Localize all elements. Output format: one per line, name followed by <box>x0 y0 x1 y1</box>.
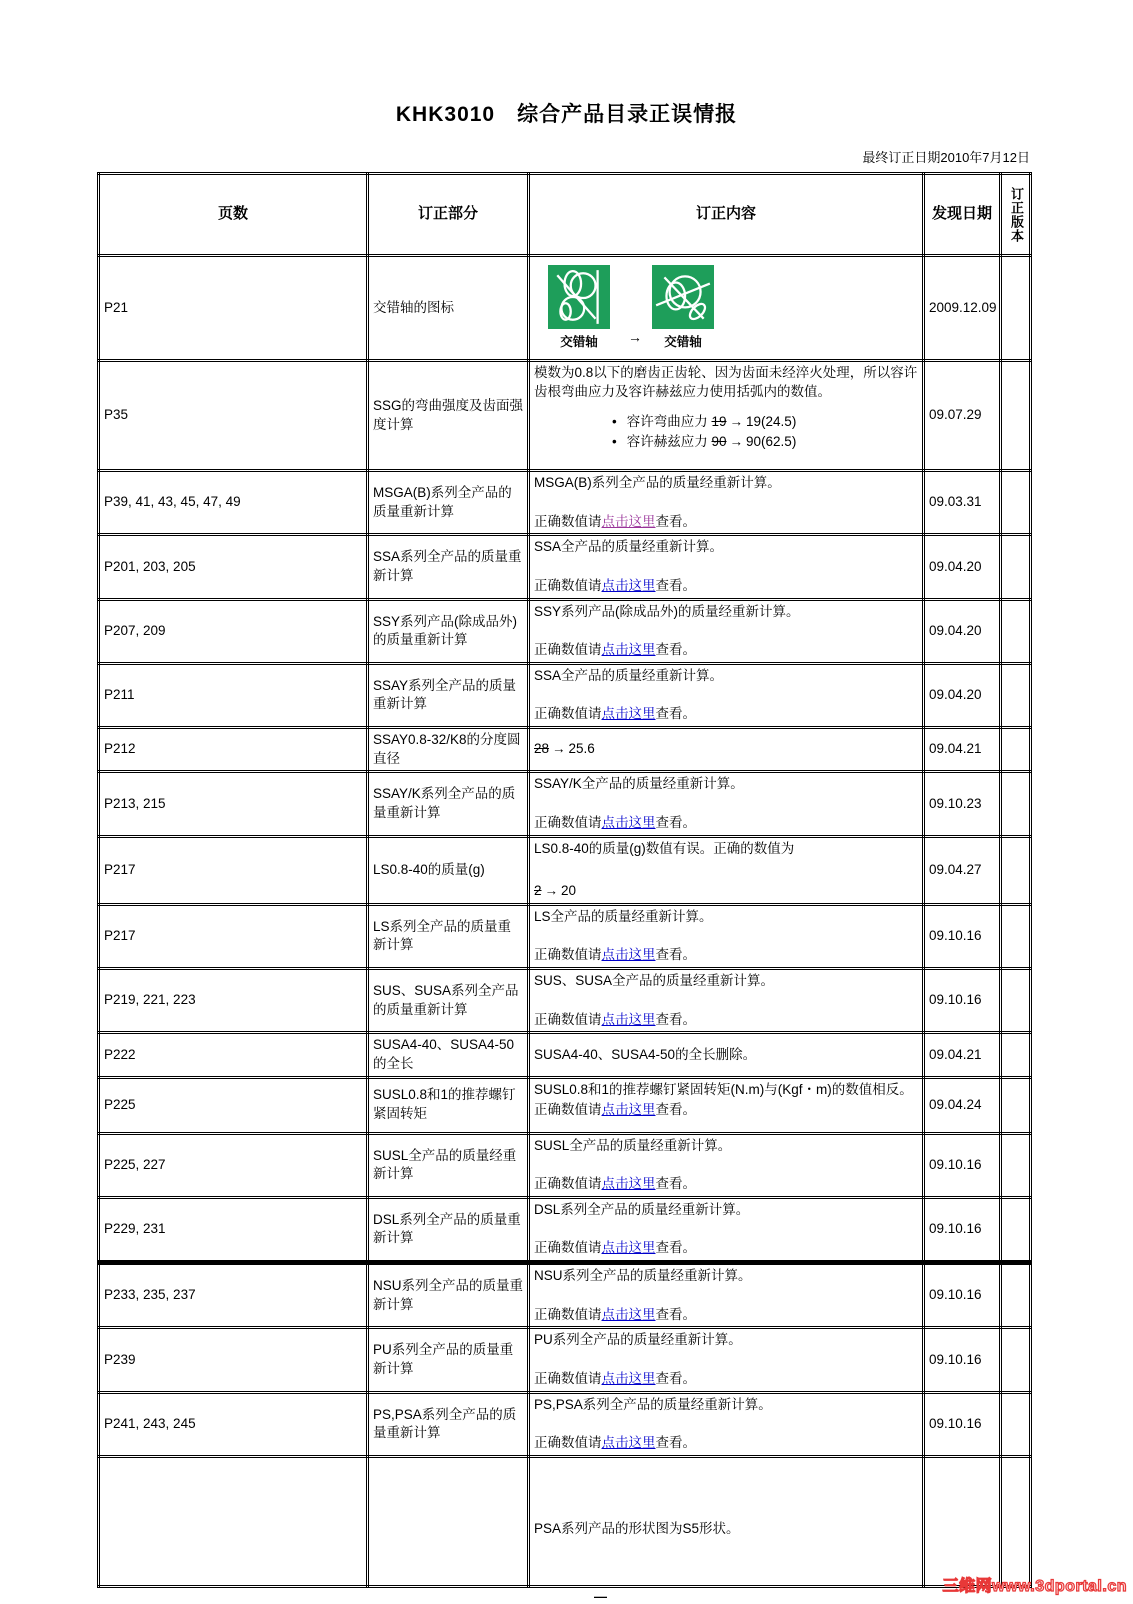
old-value: 2 <box>534 883 542 899</box>
link-prefix: 正确数值请 <box>534 1370 602 1386</box>
table-row <box>99 1133 1031 1197</box>
cell-date: 09.04.20 <box>924 663 1001 727</box>
cell-part: DSL系列全产品的质量重新计算 <box>368 1197 529 1262</box>
link-prefix: 正确数值请 <box>534 706 602 722</box>
cell-content <box>529 1033 924 1077</box>
cell-pages: P39, 41, 43, 45, 47, 49 <box>99 471 368 535</box>
link-prefix: 正确数值请 <box>534 513 602 529</box>
cell-part: LS0.8-40的质量(g) <box>368 836 529 904</box>
cell-pages: P229, 231 <box>99 1197 368 1262</box>
page-title: KHK3010 综合产品目录正误情报 <box>395 103 738 126</box>
cell-pages: P35 <box>99 361 368 471</box>
cell-content <box>529 471 924 535</box>
cell-date: 09.10.16 <box>924 904 1001 968</box>
cell-part: PU系列全产品的质量重新计算 <box>368 1328 529 1392</box>
cell-version <box>1001 1263 1031 1328</box>
table-row <box>99 836 1031 904</box>
cell-version <box>1001 535 1031 599</box>
link-suffix: 查看。 <box>655 577 696 593</box>
cell-date: 09.10.23 <box>924 772 1001 836</box>
table-row <box>99 599 1031 663</box>
cell-content <box>529 663 924 727</box>
cell-pages: P217 <box>99 904 368 968</box>
cell-date: 09.04.21 <box>924 1033 1001 1077</box>
icon-comparison <box>534 259 918 351</box>
old-value: 90 <box>711 433 727 449</box>
cell-pages: P241, 243, 245 <box>99 1392 368 1456</box>
cell-date: 09.10.16 <box>924 1197 1001 1262</box>
click-here-link[interactable]: 点击这里 <box>601 577 656 593</box>
click-here-link[interactable]: 点击这里 <box>601 513 656 529</box>
cell-part: PS,PSA系列全产品的质量重新计算 <box>368 1392 529 1456</box>
old-value: 28 <box>534 741 550 757</box>
correction-text: SSA全产品的质量经重新计算。 <box>534 667 724 683</box>
crossed-axis-gear-icon <box>652 265 714 329</box>
link-line <box>534 513 918 532</box>
link-suffix: 查看。 <box>655 947 696 963</box>
table-row <box>99 1456 1031 1586</box>
correction-text: PS,PSA系列全产品的质量经重新计算。 <box>534 1396 772 1412</box>
link-prefix: 正确数值请 <box>534 814 602 830</box>
link-suffix: 查看。 <box>655 1176 696 1192</box>
arrow-icon: → <box>628 328 642 345</box>
cell-version <box>1001 361 1031 471</box>
table-row <box>99 471 1031 535</box>
cell-date <box>924 1456 1001 1586</box>
table-row <box>99 1197 1031 1262</box>
cell-part: SSAY0.8-32/K8的分度圆直径 <box>368 728 529 772</box>
new-value: 20 <box>561 883 577 899</box>
cell-date: 09.10.16 <box>924 969 1001 1033</box>
cell-part: NSU系列全产品的质量重新计算 <box>368 1263 529 1328</box>
table-row <box>99 772 1031 836</box>
cell-date: 09.10.16 <box>924 1328 1001 1392</box>
table-row <box>99 1033 1031 1077</box>
cell-part <box>368 1456 529 1586</box>
cell-date: 09.10.16 <box>924 1133 1001 1197</box>
cell-version <box>1001 663 1031 727</box>
link-prefix: 正确数值请 <box>534 577 602 593</box>
cell-date: 09.03.31 <box>924 471 1001 535</box>
cell-version <box>1001 1133 1031 1197</box>
click-here-link[interactable]: 点击这里 <box>601 1370 656 1386</box>
page-number-fragment: — <box>594 1589 607 1604</box>
click-here-link[interactable]: 点击这里 <box>601 1102 656 1118</box>
link-suffix: 查看。 <box>655 513 696 529</box>
link-suffix: 查看。 <box>655 814 696 830</box>
table-row <box>99 663 1031 727</box>
correction-text: SUSA4-40、SUSA4-50的全长删除。 <box>534 1046 757 1062</box>
cell-part: MSGA(B)系列全产品的质量重新计算 <box>368 471 529 535</box>
cell-date: 09.10.16 <box>924 1263 1001 1328</box>
link-line <box>534 641 918 660</box>
cell-content <box>529 256 924 361</box>
cell-date: 09.04.20 <box>924 535 1001 599</box>
correction-text: SSA全产品的质量经重新计算。 <box>534 539 724 555</box>
click-here-link[interactable]: 点击这里 <box>601 1176 656 1192</box>
link-line <box>534 1370 918 1389</box>
cell-version <box>1001 904 1031 968</box>
cell-pages: P233, 235, 237 <box>99 1263 368 1328</box>
link-suffix: 查看。 <box>655 1102 696 1118</box>
arrow-icon: → <box>729 433 744 449</box>
last-correction-date: 最终订正日期2010年7月12日 <box>862 150 1030 165</box>
arrow-icon: → <box>729 414 744 430</box>
link-suffix: 查看。 <box>655 1240 696 1256</box>
cell-pages: P225, 227 <box>99 1133 368 1197</box>
cell-version <box>1001 1392 1031 1456</box>
cell-content <box>529 599 924 663</box>
click-here-link[interactable]: 点击这里 <box>601 1011 656 1027</box>
correction-text: SUS、SUSA全产品的质量经重新计算。 <box>534 973 775 988</box>
click-here-link[interactable]: 点击这里 <box>601 947 656 963</box>
cell-pages: P201, 203, 205 <box>99 535 368 599</box>
cell-version <box>1001 1077 1031 1133</box>
cell-content <box>529 1328 924 1392</box>
link-line <box>534 1306 918 1325</box>
cell-part: SUSL全产品的质量经重新计算 <box>368 1133 529 1197</box>
header-part: 订正部分 <box>368 174 529 256</box>
cell-content <box>529 535 924 599</box>
cell-content <box>529 772 924 836</box>
table-row <box>99 1263 1031 1328</box>
cell-part: LS系列全产品的质量重新计算 <box>368 904 529 968</box>
cell-part: SSA系列全产品的质量重新计算 <box>368 535 529 599</box>
cell-part: SUSA4-40、SUSA4-50的全长 <box>368 1033 529 1077</box>
cell-part: SSAY系列全产品的质量重新计算 <box>368 663 529 727</box>
new-value: 25.6 <box>568 741 595 757</box>
new-value: 90(62.5) <box>746 433 797 449</box>
cell-content <box>529 1392 924 1456</box>
header-row <box>99 174 1031 256</box>
link-prefix: 正确数值请 <box>534 1176 602 1192</box>
correction-text: LS全产品的质量经重新计算。 <box>534 908 713 924</box>
cell-content <box>529 836 924 904</box>
cell-version <box>1001 471 1031 535</box>
old-icon-label: 交错轴 <box>560 335 598 349</box>
link-prefix: 正确数值请 <box>534 1306 602 1322</box>
cell-version <box>1001 969 1031 1033</box>
link-prefix: 正确数值请 <box>534 1011 602 1027</box>
link-prefix: 正确数值请 <box>534 1102 602 1118</box>
correction-text: SSAY/K全产品的质量经重新计算。 <box>534 776 744 792</box>
click-here-link[interactable]: 点击这里 <box>601 1306 656 1322</box>
cell-pages: P213, 215 <box>99 772 368 836</box>
arrow-icon: → <box>552 741 566 757</box>
cell-content <box>529 969 924 1033</box>
link-suffix: 查看。 <box>655 706 696 722</box>
header-version: 订正版本 <box>1001 174 1031 256</box>
old-value: 19 <box>711 414 727 430</box>
table-row <box>99 256 1031 361</box>
cell-date: 09.10.16 <box>924 1392 1001 1456</box>
link-suffix: 查看。 <box>655 1306 696 1322</box>
cell-content <box>529 728 924 772</box>
cell-part: SUS、SUSA系列全产品的质量重新计算 <box>368 969 529 1033</box>
table-row <box>99 1392 1031 1456</box>
cell-pages: P217 <box>99 836 368 904</box>
link-prefix: 正确数值请 <box>534 947 602 963</box>
cell-pages: P222 <box>99 1033 368 1077</box>
link-line <box>534 1101 918 1120</box>
new-icon-label: 交错轴 <box>664 335 702 349</box>
cell-content <box>529 1197 924 1262</box>
cell-version <box>1001 1328 1031 1392</box>
click-here-link[interactable]: 点击这里 <box>601 1240 656 1256</box>
cell-version <box>1001 256 1031 361</box>
table-row <box>99 1328 1031 1392</box>
correction-text: PU系列全产品的质量经重新计算。 <box>534 1332 742 1348</box>
cell-content <box>529 361 924 471</box>
cell-part: 交错轴的图标 <box>368 256 529 361</box>
table-row <box>99 969 1031 1033</box>
cell-date: 09.04.21 <box>924 728 1001 772</box>
old-icon-block <box>548 265 610 351</box>
cell-part: SUSL0.8和1的推荐螺钉紧固转矩 <box>368 1077 529 1133</box>
table-row <box>99 728 1031 772</box>
correction-text: 模数为0.8以下的磨齿正齿轮、因为齿面未经淬火处理，所以容许齿根弯曲应力及容许赫兹应力使用括弧内的数值。 <box>534 365 918 399</box>
link-line <box>534 1011 918 1030</box>
table-row <box>99 535 1031 599</box>
bullet-item <box>612 413 918 432</box>
link-prefix: 正确数值请 <box>534 1240 602 1256</box>
click-here-link[interactable]: 点击这里 <box>601 1435 656 1451</box>
cell-date: 09.04.27 <box>924 836 1001 904</box>
cell-date: 09.04.24 <box>924 1077 1001 1133</box>
crossed-axis-gear-icon <box>548 265 610 329</box>
correction-text: SSY系列产品(除成品外)的质量经重新计算。 <box>534 603 800 619</box>
cell-version <box>1001 1033 1031 1077</box>
correction-text: DSL系列全产品的质量经重新计算。 <box>534 1201 750 1217</box>
cell-content <box>529 904 924 968</box>
cell-version <box>1001 836 1031 904</box>
errata-table <box>97 172 1032 1588</box>
click-here-link[interactable]: 点击这里 <box>601 706 656 722</box>
cell-version <box>1001 1456 1031 1586</box>
correction-bullet-list <box>534 413 918 451</box>
link-line <box>534 577 918 596</box>
link-prefix: 正确数值请 <box>534 1435 602 1451</box>
cell-part: SSG的弯曲强度及齿面强度计算 <box>368 361 529 471</box>
cell-content <box>529 1133 924 1197</box>
link-suffix: 查看。 <box>655 1435 696 1451</box>
link-line <box>534 1434 918 1453</box>
watermark: 三维网www.3dportal.cn <box>942 1578 1127 1595</box>
correction-text: PSA系列产品的形状图为S5形状。 <box>534 1520 740 1536</box>
header-pages: 页数 <box>99 174 368 256</box>
link-line <box>534 814 918 833</box>
value-change <box>534 882 918 901</box>
cell-date: 09.04.20 <box>924 599 1001 663</box>
bullet-label: 容许赫兹应力 <box>626 433 708 449</box>
cell-date: 09.07.29 <box>924 361 1001 471</box>
cell-pages: P212 <box>99 728 368 772</box>
link-prefix: 正确数值请 <box>534 642 602 658</box>
correction-text: SUSL全产品的质量经重新计算。 <box>534 1137 732 1153</box>
cell-version <box>1001 599 1031 663</box>
correction-text: MSGA(B)系列全产品的质量经重新计算。 <box>534 475 781 490</box>
cell-content <box>529 1456 924 1586</box>
link-line <box>534 705 918 724</box>
header-date: 发现日期 <box>924 174 1001 256</box>
correction-text: LS0.8-40的质量(g)数值有误。正确的数值为 <box>534 840 795 856</box>
cell-pages: P207, 209 <box>99 599 368 663</box>
link-line <box>534 1239 918 1258</box>
cell-content <box>529 1263 924 1328</box>
correction-text: NSU系列全产品的质量经重新计算。 <box>534 1268 752 1283</box>
bullet-label: 容许弯曲应力 <box>626 414 708 430</box>
table-row <box>99 1077 1031 1133</box>
click-here-link[interactable]: 点击这里 <box>601 814 656 830</box>
link-line <box>534 1175 918 1194</box>
table-row <box>99 361 1031 471</box>
new-icon-block <box>652 265 714 351</box>
correction-text: SUSL0.8和1的推荐螺钉紧固转矩(N.m)与(Kgf・m)的数值相反。 <box>534 1081 913 1097</box>
link-suffix: 查看。 <box>655 642 696 658</box>
cell-version <box>1001 772 1031 836</box>
value-change <box>534 740 918 759</box>
cell-part: SSAY/K系列全产品的质量重新计算 <box>368 772 529 836</box>
cell-version <box>1001 1197 1031 1262</box>
cell-pages: P239 <box>99 1328 368 1392</box>
table-row <box>99 904 1031 968</box>
bullet-item <box>612 433 918 452</box>
cell-pages <box>99 1456 368 1586</box>
cell-version <box>1001 728 1031 772</box>
errata-table-container <box>97 172 1033 1536</box>
link-suffix: 查看。 <box>655 1011 696 1027</box>
header-content: 订正内容 <box>529 174 924 256</box>
cell-pages: P21 <box>99 256 368 361</box>
cell-pages: P211 <box>99 663 368 727</box>
click-here-link[interactable]: 点击这里 <box>601 642 656 658</box>
cell-pages: P225 <box>99 1077 368 1133</box>
arrow-icon: → <box>544 883 559 899</box>
cell-part: SSY系列产品(除成品外)的质量重新计算 <box>368 599 529 663</box>
link-suffix: 查看。 <box>655 1370 696 1386</box>
new-value: 19(24.5) <box>746 414 797 430</box>
cell-content <box>529 1077 924 1133</box>
cell-pages: P219, 221, 223 <box>99 969 368 1033</box>
cell-date: 2009.12.09 <box>924 256 1001 361</box>
link-line <box>534 946 918 965</box>
